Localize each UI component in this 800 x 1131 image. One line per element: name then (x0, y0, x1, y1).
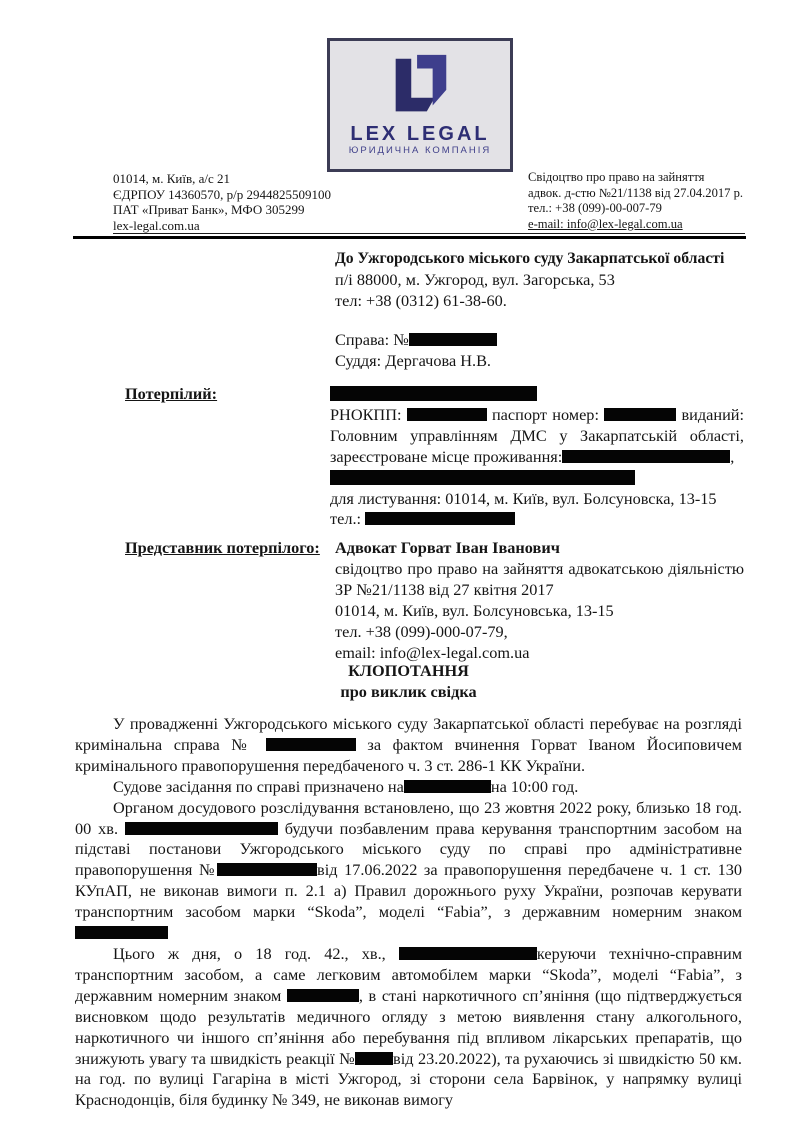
letterhead-address: 01014, м. Київ, а/с 21 (113, 171, 231, 186)
letterhead-certificate-2: адвок. д-стю №21/1138 від 27.04.2017 р. (528, 185, 744, 200)
logo-name: LEX LEGAL (350, 123, 490, 145)
letterhead-left (113, 171, 331, 233)
redaction-bar (266, 738, 356, 751)
paragraph-text: Судове засідання по справі призначено на (113, 776, 404, 796)
victim-label: Потерпілий: (125, 384, 218, 403)
redaction-bar (409, 333, 497, 346)
paragraph-text: будучи позбавленим права керування транспортним засобом на підставі постанови Ужгородського міського суду по справі про адміністративне правопорушення № (75, 818, 742, 880)
representative-certificate-number: ЗР №21/1138 від 27 квітня 2017 (335, 579, 554, 599)
addressee-block (335, 249, 747, 312)
victim-residence-tail: , (730, 446, 735, 466)
letterhead-phone: тел.: +38 (099)-00-007-79 (528, 201, 662, 216)
redaction-bar (217, 863, 317, 876)
letterhead-bank: ПАТ «Приват Банк», МФО 305299 (113, 202, 305, 218)
representative-certificate-line: свідоцтво про право на зайняття адвокатською діяльністю (335, 558, 744, 578)
redaction-bar (407, 408, 487, 421)
victim-redacted-line (330, 468, 744, 489)
letterhead-certificate-1: Свідоцтво про право на зайняття (528, 170, 705, 184)
court-name: До Ужгородського міського суду Закарпатської області (335, 250, 725, 267)
paragraph-text: У провадженні Ужгородського міського суду Закарпатської області перебуває на розгляді кримінальна справа № (75, 714, 742, 754)
header-rule-thick (73, 236, 746, 239)
victim-id-line (330, 405, 744, 426)
logo-mark-icon (384, 52, 456, 122)
case-number-line (335, 330, 747, 351)
letterhead-right (528, 170, 743, 232)
redaction-bar (365, 512, 515, 525)
redaction-bar (287, 989, 359, 1002)
letterhead-email: e-mail: info@lex-legal.com.ua (528, 216, 683, 231)
case-number-label: Справа: № (335, 330, 409, 349)
victim-residence-label: зареєстроване місце проживання: (330, 446, 563, 466)
letterhead-website: lex-legal.com.ua (113, 217, 200, 233)
motion-title-main: КЛОПОТАННЯ (348, 661, 469, 680)
redaction-bar (330, 470, 635, 485)
redaction-bar (75, 926, 168, 939)
victim-phone-label: тел.: (330, 509, 362, 529)
victim-name-line (330, 384, 744, 405)
victim-mailing-line: для листування: 01014, м. Київ, вул. Болсуновска, 13-15 (330, 488, 717, 508)
motion-title (75, 660, 742, 702)
representative-name: Адвокат Горват Іван Іванович (335, 538, 560, 557)
lex-legal-logo (327, 38, 513, 172)
judge-line: Суддя: Дергачова Н.В. (335, 350, 491, 370)
redaction-bar (355, 1052, 393, 1065)
victim-block (330, 384, 744, 530)
representative-phone: тел. +38 (099)-000-07-79, (335, 621, 508, 641)
victim-issued-by-line: Головним управлінням ДМС у Закарпатській області, (330, 425, 744, 445)
representative-address: 01014, м. Київ, вул. Болсуновська, 13-15 (335, 600, 614, 620)
case-info-block (335, 330, 747, 372)
representative-email: email: info@lex-legal.com.ua (335, 642, 530, 662)
paragraph-text: Органом досудового розслідування встановлено, що 23 жовтня 2022 року, близько 18 год. 00 хв. (75, 797, 742, 838)
body-paragraph-1 (75, 714, 742, 777)
paragraph-text: керуючи технічно-справним транспортним засобом, а саме легковим автомобілем марки “Skoda”, моделі “Fabia”, з державним номерним знаком (75, 943, 742, 1005)
paragraph-text: за фактом вчинення Горват Іваном Йосиповичем кримінального правопорушення передбаченого ч. 3 ст. 286-1 КК України. (75, 734, 742, 775)
court-phone: тел: +38 (0312) 61-38-60. (335, 290, 507, 310)
header-rule-thin (113, 233, 745, 234)
redaction-bar (604, 408, 676, 421)
motion-title-sub: про виклик свідка (340, 682, 477, 701)
body-paragraph-2 (75, 777, 742, 798)
victim-phone-line (330, 509, 744, 530)
body-paragraph-4 (75, 944, 742, 1111)
court-address: п/і 88000, м. Ужгород, вул. Загорська, 53 (335, 269, 615, 289)
logo-tagline: ЮРИДИЧНА КОМПАНІЯ (348, 145, 492, 156)
body-paragraph-3 (75, 798, 742, 944)
paragraph-text: на 10:00 год. (490, 776, 579, 796)
victim-id-label: РНОКПП: (330, 404, 402, 424)
letterhead-registry: ЄДРПОУ 14360570, р/р 2944825509100 (113, 186, 332, 202)
redaction-bar (125, 822, 278, 835)
paragraph-text: Цього ж дня, о 18 год. 42., хв., (113, 943, 399, 963)
paragraph-text: від 23.20.2022), та рухаючись зі швидкістю 50 км. на год. по вулиці Гагаріна в місті Ужгород, зі сторони села Барвінок, у напрямку вулиці Краснодонців, біля будинку № 349, не виконав вимогу (75, 1048, 742, 1110)
redaction-bar (399, 947, 537, 960)
motion-body (75, 714, 742, 1111)
redaction-bar (562, 450, 730, 463)
redaction-bar (404, 780, 491, 793)
representative-block (335, 538, 744, 663)
victim-passport-label: паспорт номер: (491, 404, 599, 424)
representative-label: Представник потерпілого: (125, 538, 320, 557)
redaction-bar (330, 386, 537, 401)
paragraph-text: , в стані наркотичного сп’яніння (що підтверджується висновком щодо результатів медичного огляду з метою виявлення стану алкогольного, наркотичного чи іншого сп’яніння або перебування під впливом лікарських препаратів, що знижують увагу та швидкість реакції № (75, 985, 742, 1068)
victim-residence-line (330, 447, 744, 468)
victim-issued-label: виданий: (681, 404, 745, 424)
paragraph-text: від 17.06.2022 за правопорушення передбачене ч. 1 ст. 130 КУпАП, не виконав вимоги п. 2.1 а) Правил дорожнього руху України, розпочав керувати транспортним засобом марки “Skoda”, моделі “Fabia”, з державним номерним знаком (75, 860, 742, 922)
